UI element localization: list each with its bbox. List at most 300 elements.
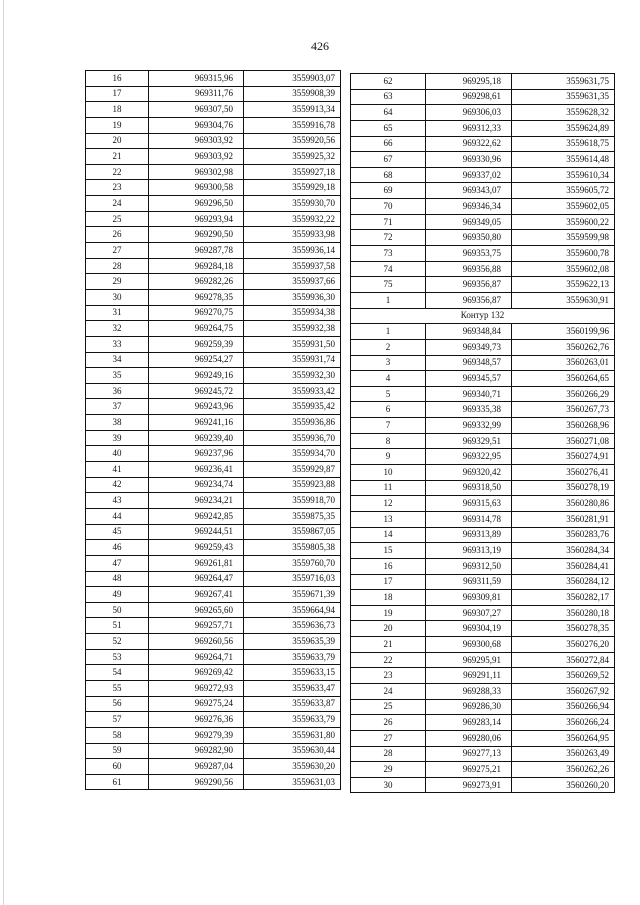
table-row: [86, 180, 341, 196]
coordinates-table-left: [85, 70, 341, 790]
y-coordinate: 3560267,73: [512, 402, 615, 418]
y-coordinate: 3559622,13: [512, 277, 615, 293]
table-row: [351, 120, 615, 136]
point-number: 36: [86, 383, 149, 399]
point-number: 8: [351, 433, 426, 449]
x-coordinate: 969307,27: [426, 605, 512, 621]
y-coordinate: 3559913,34: [244, 102, 341, 118]
y-coordinate: 3559602,08: [512, 261, 615, 277]
x-coordinate: 969269,42: [149, 665, 244, 681]
table-row: [351, 433, 615, 449]
left-table-body: [86, 71, 341, 790]
point-number: 27: [351, 730, 426, 746]
y-coordinate: 3559760,70: [244, 555, 341, 571]
y-coordinate: 3560282,17: [512, 590, 615, 606]
table-row: [86, 571, 341, 587]
table-row: [351, 465, 615, 481]
y-coordinate: 3559875,35: [244, 508, 341, 524]
table-row: [351, 511, 615, 527]
y-coordinate: 3560271,08: [512, 433, 615, 449]
x-coordinate: 969270,75: [149, 305, 244, 321]
x-coordinate: 969304,19: [426, 621, 512, 637]
y-coordinate: 3559936,86: [244, 415, 341, 431]
table-row: [86, 86, 341, 102]
y-coordinate: 3560283,76: [512, 527, 615, 543]
x-coordinate: 969329,51: [426, 433, 512, 449]
x-coordinate: 969284,18: [149, 258, 244, 274]
y-coordinate: 3560262,26: [512, 762, 615, 778]
point-number: 55: [86, 680, 149, 696]
x-coordinate: 969257,71: [149, 618, 244, 634]
point-number: 19: [351, 605, 426, 621]
x-coordinate: 969295,18: [426, 74, 512, 90]
table-row: [86, 727, 341, 743]
point-number: 7: [351, 418, 426, 434]
table-row: [86, 712, 341, 728]
y-coordinate: 3559631,80: [244, 727, 341, 743]
point-number: 31: [86, 305, 149, 321]
x-coordinate: 969332,99: [426, 418, 512, 434]
y-coordinate: 3559633,79: [244, 649, 341, 665]
y-coordinate: 3559631,75: [512, 74, 615, 90]
table-row: [86, 446, 341, 462]
x-coordinate: 969309,81: [426, 590, 512, 606]
table-row: [86, 336, 341, 352]
table-row: [351, 386, 615, 402]
y-coordinate: 3560264,95: [512, 730, 615, 746]
x-coordinate: 969340,71: [426, 386, 512, 402]
point-number: 72: [351, 230, 426, 246]
table-row: [351, 762, 615, 778]
point-number: 49: [86, 587, 149, 603]
y-coordinate: 3560266,24: [512, 715, 615, 731]
y-coordinate: 3559934,70: [244, 446, 341, 462]
y-coordinate: 3559936,14: [244, 243, 341, 259]
x-coordinate: 969312,33: [426, 120, 512, 136]
point-number: 20: [86, 133, 149, 149]
y-coordinate: 3559930,70: [244, 196, 341, 212]
table-row: [86, 274, 341, 290]
point-number: 33: [86, 336, 149, 352]
point-number: 23: [86, 180, 149, 196]
x-coordinate: 969288,33: [426, 683, 512, 699]
point-number: 26: [86, 227, 149, 243]
x-coordinate: 969349,05: [426, 214, 512, 230]
x-coordinate: 969300,58: [149, 180, 244, 196]
y-coordinate: 3559927,18: [244, 164, 341, 180]
point-number: 45: [86, 524, 149, 540]
point-number: 6: [351, 402, 426, 418]
point-number: 46: [86, 540, 149, 556]
point-number: 74: [351, 261, 426, 277]
table-row: [351, 699, 615, 715]
y-coordinate: 3560280,18: [512, 605, 615, 621]
y-coordinate: 3560263,49: [512, 746, 615, 762]
y-coordinate: 3560272,84: [512, 652, 615, 668]
table-row: [86, 399, 341, 415]
table-row: [86, 133, 341, 149]
point-number: 21: [86, 149, 149, 165]
x-coordinate: 969290,56: [149, 774, 244, 790]
point-number: 61: [86, 774, 149, 790]
table-row: [351, 449, 615, 465]
section-row: [351, 308, 615, 324]
y-coordinate: 3560278,19: [512, 480, 615, 496]
point-number: 43: [86, 493, 149, 509]
point-number: 35: [86, 368, 149, 384]
point-number: 24: [86, 196, 149, 212]
table-row: [351, 261, 615, 277]
y-coordinate: 3559600,78: [512, 246, 615, 262]
table-row: [86, 477, 341, 493]
y-coordinate: 3559931,74: [244, 352, 341, 368]
y-coordinate: 3559920,56: [244, 133, 341, 149]
table-row: [351, 480, 615, 496]
point-number: 12: [351, 496, 426, 512]
table-row: [351, 183, 615, 199]
x-coordinate: 969264,47: [149, 571, 244, 587]
x-coordinate: 969312,50: [426, 558, 512, 574]
table-row: [86, 243, 341, 259]
x-coordinate: 969353,75: [426, 246, 512, 262]
point-number: 3: [351, 355, 426, 371]
point-number: 17: [351, 574, 426, 590]
table-row: [351, 136, 615, 152]
y-coordinate: 3559936,30: [244, 289, 341, 305]
point-number: 5: [351, 386, 426, 402]
table-row: [351, 246, 615, 262]
x-coordinate: 969234,21: [149, 493, 244, 509]
x-coordinate: 969264,71: [149, 649, 244, 665]
point-number: 22: [86, 164, 149, 180]
x-coordinate: 969243,96: [149, 399, 244, 415]
point-number: 13: [351, 511, 426, 527]
table-row: [351, 199, 615, 215]
table-row: [86, 415, 341, 431]
point-number: 34: [86, 352, 149, 368]
x-coordinate: 969304,76: [149, 117, 244, 133]
point-number: 63: [351, 89, 426, 105]
point-number: 23: [351, 668, 426, 684]
y-coordinate: 3559934,38: [244, 305, 341, 321]
y-coordinate: 3559916,78: [244, 117, 341, 133]
table-row: [86, 602, 341, 618]
point-number: 4: [351, 371, 426, 387]
point-number: 15: [351, 543, 426, 559]
y-coordinate: 3559633,15: [244, 665, 341, 681]
point-number: 25: [86, 211, 149, 227]
x-coordinate: 969345,57: [426, 371, 512, 387]
table-row: [351, 418, 615, 434]
table-row: [351, 402, 615, 418]
x-coordinate: 969279,39: [149, 727, 244, 743]
table-row: [351, 292, 615, 308]
table-row: [86, 321, 341, 337]
y-coordinate: 3559599,98: [512, 230, 615, 246]
point-number: 25: [351, 699, 426, 715]
table-row: [86, 430, 341, 446]
y-coordinate: 3559636,73: [244, 618, 341, 634]
point-number: 14: [351, 527, 426, 543]
y-coordinate: 3560284,34: [512, 543, 615, 559]
table-row: [351, 668, 615, 684]
point-number: 30: [86, 289, 149, 305]
y-coordinate: 3559929,18: [244, 180, 341, 196]
y-coordinate: 3559933,98: [244, 227, 341, 243]
table-row: [351, 574, 615, 590]
table-row: [86, 289, 341, 305]
x-coordinate: 969306,03: [426, 105, 512, 121]
table-row: [86, 117, 341, 133]
point-number: 29: [86, 274, 149, 290]
table-row: [86, 102, 341, 118]
y-coordinate: 3559937,66: [244, 274, 341, 290]
x-coordinate: 969295,91: [426, 652, 512, 668]
x-coordinate: 969259,43: [149, 540, 244, 556]
y-coordinate: 3559933,42: [244, 383, 341, 399]
x-coordinate: 969239,40: [149, 430, 244, 446]
y-coordinate: 3559929,87: [244, 462, 341, 478]
point-number: 71: [351, 214, 426, 230]
point-number: 48: [86, 571, 149, 587]
x-coordinate: 969322,95: [426, 449, 512, 465]
y-coordinate: 3560284,12: [512, 574, 615, 590]
point-number: 54: [86, 665, 149, 681]
y-coordinate: 3560284,41: [512, 558, 615, 574]
table-row: [351, 683, 615, 699]
x-coordinate: 969254,27: [149, 352, 244, 368]
table-row: [86, 618, 341, 634]
table-row: [86, 211, 341, 227]
y-coordinate: 3560266,94: [512, 699, 615, 715]
point-number: 56: [86, 696, 149, 712]
point-number: 51: [86, 618, 149, 634]
point-number: 26: [351, 715, 426, 731]
point-number: 30: [351, 777, 426, 793]
y-coordinate: 3559936,70: [244, 430, 341, 446]
point-number: 41: [86, 462, 149, 478]
table-row: [86, 587, 341, 603]
x-coordinate: 969346,34: [426, 199, 512, 215]
table-row: [86, 71, 341, 87]
x-coordinate: 969318,50: [426, 480, 512, 496]
x-coordinate: 969356,88: [426, 261, 512, 277]
table-row: [86, 774, 341, 790]
point-number: 38: [86, 415, 149, 431]
point-number: 52: [86, 634, 149, 650]
x-coordinate: 969348,84: [426, 324, 512, 340]
x-coordinate: 969313,19: [426, 543, 512, 559]
x-coordinate: 969293,94: [149, 211, 244, 227]
x-coordinate: 969278,35: [149, 289, 244, 305]
y-coordinate: 3560281,91: [512, 511, 615, 527]
y-coordinate: 3559903,07: [244, 71, 341, 87]
page-number: 426: [311, 39, 329, 53]
table-row: [86, 352, 341, 368]
x-coordinate: 969286,30: [426, 699, 512, 715]
y-coordinate: 3559633,87: [244, 696, 341, 712]
x-coordinate: 969343,07: [426, 183, 512, 199]
table-row: [86, 696, 341, 712]
point-number: 44: [86, 508, 149, 524]
table-row: [86, 149, 341, 165]
point-number: 20: [351, 621, 426, 637]
y-coordinate: 3559630,44: [244, 743, 341, 759]
point-number: 9: [351, 449, 426, 465]
y-coordinate: 3559923,88: [244, 477, 341, 493]
x-coordinate: 969275,21: [426, 762, 512, 778]
point-number: 47: [86, 555, 149, 571]
point-number: 62: [351, 74, 426, 90]
x-coordinate: 969315,96: [149, 71, 244, 87]
point-number: 27: [86, 243, 149, 259]
table-row: [86, 759, 341, 775]
x-coordinate: 969313,89: [426, 527, 512, 543]
y-coordinate: 3559867,05: [244, 524, 341, 540]
table-row: [351, 652, 615, 668]
x-coordinate: 969245,72: [149, 383, 244, 399]
x-coordinate: 969356,87: [426, 277, 512, 293]
y-coordinate: 3559628,32: [512, 105, 615, 121]
point-number: 40: [86, 446, 149, 462]
point-number: 19: [86, 117, 149, 133]
y-coordinate: 3559600,22: [512, 214, 615, 230]
table-row: [351, 730, 615, 746]
table-row: [86, 540, 341, 556]
table-row: [86, 555, 341, 571]
point-number: 42: [86, 477, 149, 493]
y-coordinate: 3559805,38: [244, 540, 341, 556]
x-coordinate: 969350,80: [426, 230, 512, 246]
table-row: [351, 152, 615, 168]
y-coordinate: 3559935,42: [244, 399, 341, 415]
x-coordinate: 969282,26: [149, 274, 244, 290]
right-table-body: [351, 74, 615, 793]
x-coordinate: 969267,41: [149, 587, 244, 603]
point-number: 58: [86, 727, 149, 743]
table-row: [86, 524, 341, 540]
x-coordinate: 969237,96: [149, 446, 244, 462]
point-number: 22: [351, 652, 426, 668]
table-row: [351, 230, 615, 246]
point-number: 29: [351, 762, 426, 778]
table-row: [351, 214, 615, 230]
y-coordinate: 3559925,32: [244, 149, 341, 165]
y-coordinate: 3560268,96: [512, 418, 615, 434]
y-coordinate: 3559716,03: [244, 571, 341, 587]
point-number: 37: [86, 399, 149, 415]
y-coordinate: 3559630,20: [244, 759, 341, 775]
y-coordinate: 3559932,38: [244, 321, 341, 337]
x-coordinate: 969315,63: [426, 496, 512, 512]
table-row: [351, 496, 615, 512]
y-coordinate: 3560267,92: [512, 683, 615, 699]
y-coordinate: 3560269,52: [512, 668, 615, 684]
point-number: 1: [351, 292, 426, 308]
y-coordinate: 3559602,05: [512, 199, 615, 215]
x-coordinate: 969275,24: [149, 696, 244, 712]
x-coordinate: 969291,11: [426, 668, 512, 684]
table-row: [86, 383, 341, 399]
point-number: 67: [351, 152, 426, 168]
x-coordinate: 969303,92: [149, 133, 244, 149]
x-coordinate: 969287,78: [149, 243, 244, 259]
table-row: [351, 715, 615, 731]
x-coordinate: 969348,57: [426, 355, 512, 371]
y-coordinate: 3559932,30: [244, 368, 341, 384]
y-coordinate: 3559635,39: [244, 634, 341, 650]
y-coordinate: 3559931,50: [244, 336, 341, 352]
x-coordinate: 969287,04: [149, 759, 244, 775]
y-coordinate: 3559937,58: [244, 258, 341, 274]
x-coordinate: 969234,74: [149, 477, 244, 493]
point-number: 75: [351, 277, 426, 293]
point-number: 65: [351, 120, 426, 136]
table-row: [351, 324, 615, 340]
table-row: [351, 167, 615, 183]
point-number: 64: [351, 105, 426, 121]
point-number: 70: [351, 199, 426, 215]
x-coordinate: 969260,56: [149, 634, 244, 650]
x-coordinate: 969242,85: [149, 508, 244, 524]
y-coordinate: 3560276,41: [512, 465, 615, 481]
x-coordinate: 969265,60: [149, 602, 244, 618]
point-number: 32: [86, 321, 149, 337]
table-row: [86, 196, 341, 212]
x-coordinate: 969311,59: [426, 574, 512, 590]
x-coordinate: 969314,78: [426, 511, 512, 527]
point-number: 68: [351, 167, 426, 183]
point-number: 66: [351, 136, 426, 152]
y-coordinate: 3560263,01: [512, 355, 615, 371]
table-row: [351, 371, 615, 387]
y-coordinate: 3559614,48: [512, 152, 615, 168]
y-coordinate: 3560280,86: [512, 496, 615, 512]
x-coordinate: 969277,13: [426, 746, 512, 762]
x-coordinate: 969303,92: [149, 149, 244, 165]
point-number: 73: [351, 246, 426, 262]
x-coordinate: 969307,50: [149, 102, 244, 118]
point-number: 59: [86, 743, 149, 759]
point-number: 53: [86, 649, 149, 665]
point-number: 28: [86, 258, 149, 274]
y-coordinate: 3559932,22: [244, 211, 341, 227]
table-row: [351, 637, 615, 653]
table-row: [351, 339, 615, 355]
point-number: 57: [86, 712, 149, 728]
table-row: [86, 305, 341, 321]
contour-section-title: Контур 132: [351, 308, 615, 324]
table-row: [351, 277, 615, 293]
y-coordinate: 3560264,65: [512, 371, 615, 387]
table-row: [351, 558, 615, 574]
x-coordinate: 969282,90: [149, 743, 244, 759]
x-coordinate: 969311,76: [149, 86, 244, 102]
x-coordinate: 969337,02: [426, 167, 512, 183]
table-row: [86, 493, 341, 509]
x-coordinate: 969259,39: [149, 336, 244, 352]
x-coordinate: 969349,73: [426, 339, 512, 355]
table-row: [351, 590, 615, 606]
x-coordinate: 969302,98: [149, 164, 244, 180]
table-row: [86, 164, 341, 180]
y-coordinate: 3560260,20: [512, 777, 615, 793]
y-coordinate: 3559630,91: [512, 292, 615, 308]
x-coordinate: 969244,51: [149, 524, 244, 540]
point-number: 16: [86, 71, 149, 87]
x-coordinate: 969276,36: [149, 712, 244, 728]
table-row: [351, 89, 615, 105]
